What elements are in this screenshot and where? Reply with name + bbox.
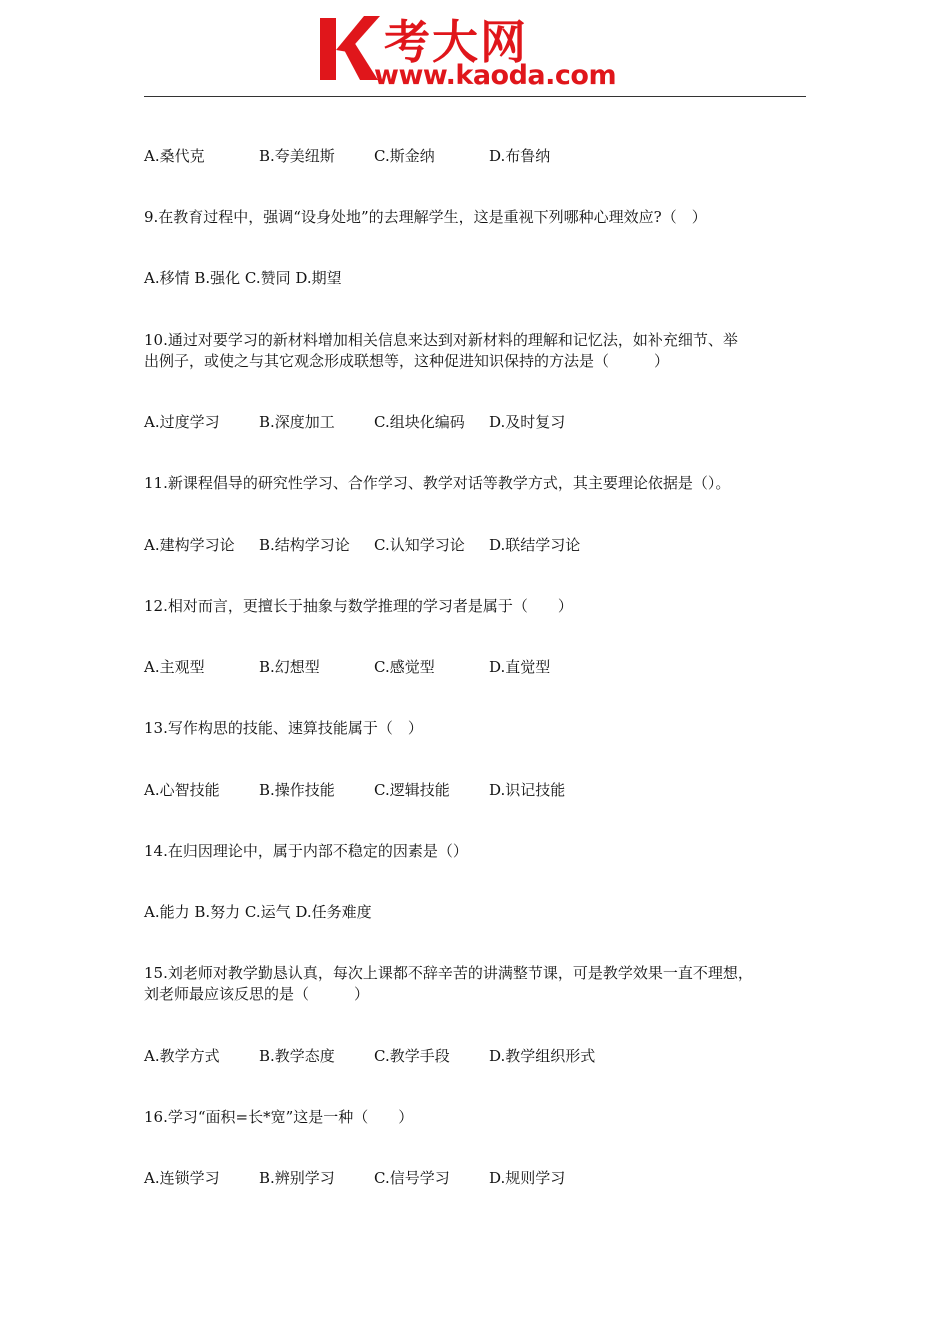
option-d[interactable]: D.识记技能 [489, 781, 566, 799]
option-c[interactable]: C.认知学习论 [374, 536, 465, 554]
option-b[interactable]: B.操作技能 [259, 781, 335, 799]
option-a[interactable]: A.过度学习 [144, 413, 220, 431]
option-c[interactable]: C.斯金纳 [374, 147, 435, 165]
page-header [0, 0, 950, 100]
question-9-text: 9.在教育过程中，强调“设身处地”的去理解学生，这是重视下列哪种心理效应?（ ） [144, 208, 707, 226]
option-b[interactable]: B.夸美纽斯 [259, 147, 335, 165]
question-15-text-line-2: 刘老师最应该反思的是（ ） [144, 985, 370, 1003]
option-d[interactable]: D.教学组织形式 [489, 1047, 596, 1065]
option-c[interactable]: C.感觉型 [374, 658, 435, 676]
option-c[interactable]: C.组块化编码 [374, 413, 465, 431]
question-11-options [144, 535, 580, 556]
question-9-options: A.移情 B.强化 C.赞同 D.期望 [144, 269, 342, 287]
option-a[interactable]: A.建构学习论 [144, 536, 235, 554]
option-c[interactable]: C.教学手段 [374, 1047, 450, 1065]
question-14-options: A.能力 B.努力 C.运气 D.任务难度 [144, 903, 372, 921]
question-12-text: 12.相对而言，更擅长于抽象与数学推理的学习者是属于（ ） [144, 597, 573, 615]
question-10-text-line-1: 10.通过对要学习的新材料增加相关信息来达到对新材料的理解和记忆法，如补充细节、举 [144, 331, 738, 349]
option-d[interactable]: D.规则学习 [489, 1169, 566, 1187]
logo-chinese-text: 考大网 [384, 15, 528, 69]
option-b[interactable]: B.幻想型 [259, 658, 320, 676]
option-c[interactable]: C.逻辑技能 [374, 781, 450, 799]
kaoda-logo[interactable] [318, 10, 648, 90]
question-13-options [144, 780, 565, 801]
option-b[interactable]: B.结构学习论 [259, 536, 350, 554]
question-10-options [144, 412, 565, 433]
option-a[interactable]: A.心智技能 [144, 781, 220, 799]
question-16-text: 16.学习“面积=长*宽”这是一种（ ） [144, 1108, 414, 1126]
logo-url-text: www.kaoda.com [374, 60, 617, 91]
question-12-options [144, 657, 550, 678]
option-a[interactable]: A.教学方式 [144, 1047, 220, 1065]
question-16-options [144, 1168, 565, 1189]
option-a[interactable]: A.连锁学习 [144, 1169, 220, 1187]
question-10-text-line-2: 出例子，或使之与其它观念形成联想等，这种促进知识保持的方法是（ ） [144, 352, 670, 370]
option-a[interactable]: A.桑代克 [144, 147, 205, 165]
option-b[interactable]: B.深度加工 [259, 413, 335, 431]
question-14-text: 14.在归因理论中，属于内部不稳定的因素是（） [144, 842, 468, 860]
option-d[interactable]: D.直觉型 [489, 658, 551, 676]
option-d[interactable]: D.及时复习 [489, 413, 566, 431]
option-a[interactable]: A.主观型 [144, 658, 205, 676]
option-b[interactable]: B.教学态度 [259, 1047, 335, 1065]
logo-k-mark [318, 12, 380, 82]
option-d[interactable]: D.布鲁纳 [489, 147, 551, 165]
option-c[interactable]: C.信号学习 [374, 1169, 450, 1187]
option-d[interactable]: D.联结学习论 [489, 536, 581, 554]
question-15-text-line-1: 15.刘老师对教学勤恳认真，每次上课都不辞辛苦的讲满整节课，可是教学效果一直不理想， [144, 964, 753, 982]
option-b[interactable]: B.辨别学习 [259, 1169, 335, 1187]
question-13-text: 13.写作构思的技能、速算技能属于（ ） [144, 719, 423, 737]
question-15-options [144, 1046, 595, 1067]
question-8-options [144, 146, 550, 167]
question-11-text: 11.新课程倡导的研究性学习、合作学习、教学对话等教学方式，其主要理论依据是（）。 [144, 474, 731, 492]
header-divider [144, 96, 806, 97]
